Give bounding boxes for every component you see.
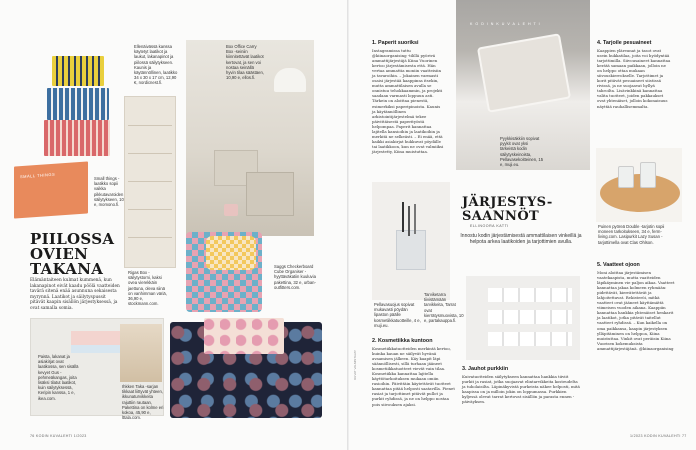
caption-wood-bins: Ihkken Taka -sarjan tikkaat liittyvät yhteen, ikkunaturvikkeita rajuttiin rautaan, Pakettina on kolme eri kokoa, 45,90 e, lttala.com.: [122, 384, 164, 421]
tip-1-title: 1. Paperit suoriksi: [372, 40, 419, 46]
byline: ELLINOORA KATTI: [470, 224, 509, 228]
checker-bag-yellow: [206, 236, 256, 270]
glass-jar-1: [618, 166, 634, 188]
tip-2: [372, 338, 456, 407]
caption-orange-box: Small things -laatikko sopii vaikka pikkutavaroiden säilytykseen, 10 e, momono.fi.: [94, 176, 124, 208]
caption-rigby-box: Rigas Box -säilytystorni, kaksi ovea vierekkäin jaettuna, oleva siinä on vanhimman väriä, 36,90 e, stockmann.com.: [128, 270, 167, 307]
left-lead-paragraph: Elämäntaiteen kulmat kummenä, kun lakanapinot eivät kaadu pöölä vaatteiden tavärä sitenä enää asunnuna sekaisesta myrynnä. Laatikot ja säilytyspussit pitävät kaapin sisällön järjestyksessä, ja ovat samalla somia.: [30, 278, 120, 311]
caption-pencil-cup: Pellavasuojus sopivat mukavasti pöydän lipaston päälle kosmetiikkatuotteille, 4 e, muji.eu.: [374, 302, 421, 328]
tip-3: [462, 366, 580, 404]
small-things-lettering: SMALL THINGS: [20, 171, 56, 180]
wall-box-2: [246, 172, 294, 216]
tip-5-text: Moni aloittaa järjestämisen vaatekaapista, mutta vaatteiden läpikäyminen vie paljon aikaa. Vaatteet kannattaa jakaa kolmeen ryhmään: pidettävät, kierrätettävät ja lahjoitettavat. Rekisteröi, mitkä vaatteet ovat jääneet käyttämättä viimeisen vuoden aikana. Kaappiin kannattaa hankkia yhtenäiset henkarit ja laatikot, jotka pitävät taitellut vaatteet ryhdissä. – Kun kaikella on oma paikkansa, kaapin järjestyksen ylläpitäminen on helppoa, Kiina muistuttaa. Vinkit ovat peräisin Kiina Vuorisen kokemuksista ammattijärjestäjänä. @kiinaorganising: [597, 270, 675, 351]
caption-label-jars: Tarviketarra tiivistämään tarvikkeita, Tarrat ovat kierrätysmuovista, 10 e, partakauppa.fi.: [424, 292, 464, 324]
caption-box-office: Box Office Carry Box -seiniin kiinnitettävät laatikot kertovat, ja sen voi nostaa seinällä hyvin tilaa säästäen, 10,90 e, ellos.fi.: [226, 44, 264, 81]
right-headline-line-1: JÄRJESTYS-: [462, 195, 553, 210]
headline-line-2: OVIEN: [30, 245, 89, 263]
right-headline: [462, 196, 553, 223]
caption-tray: Puinen pyöreä Double -tarjotin sopii moneen tarkoitukseen, 34 e, ferm-living.com. Lasipurkit Lazy Susan -tarjottimella ovat Clas Ohlson.: [598, 224, 665, 245]
caption-striped-boxes: Ellenäivässä kanssa käytetyt laatikot ja laukut, lakanapinot ja piilossä säilytykseen. Kaunis ja käytännöllinen, laatikko 34 x 30 x 17 cm, 12,90 €, nordicnest.fi.: [134, 44, 178, 86]
tip-5-title: 5. Vaatteet ojoon: [597, 262, 640, 268]
photo-labelled-jar-shelf: [466, 276, 580, 360]
orange-small-things-box: [14, 161, 88, 218]
striped-box-coral: [44, 120, 110, 156]
striped-box-yellow: [52, 56, 104, 86]
tip-2-text: Kosmetiikkatuotteiden merkintä kertoo, kuinka kauan ne säilyvät hyvänä avaamisen jälkeen. Käy kaapit läpi säännöllisesti, sillä turhaan jääneet kosmetiikkatuotteet vievät vain tilaa. Kosmetiikka kannattaa lajitella käyttötarkoituksen mukaan omiin rasioihin. Päivittäin käytettävät tuotteet kannattaa pitää helposti saatavilla. Pienet rasiat ja tarjottimet pitävät pullot ja purkit ryhdissä, ja ne on helppo nostaa pois siivouksen ajaksi.: [372, 346, 455, 407]
tip-4-text: Kaappien yläreunat ja tasot ovat usein hukkatilaa, joita voi hyödyntää tarjottimilla. Siivousaineet kannattaa kerätä samaan paikkaan, jolloin ne on helppo ottaa mukaan siivouskierrokselle. Tarjottimet ja korit pitävät pesuaineet siistissä rivissä, ja ne suojaavat hyllyä tahroilta. Lisävinkkinä kannattaa valita tuotteet, joiden pakkaukset ovat yhtenäiset, jolloin kokonaisuus näyttää rauhallisemmalta.: [597, 48, 671, 109]
caption-checkerboard: Saggs Checkerboard Cube Organiser -hyyttäväkatiin kuuluvia pakettina, 32 e, urban-outfitters.com.: [274, 264, 316, 290]
tip-2-title: 2. Kosmetiikka kuntoon: [372, 338, 433, 344]
headline-line-3: TAKANA: [30, 260, 104, 278]
left-page: [0, 0, 347, 450]
right-lead-paragraph: Innostu kodin järjestämisestä ammattilaisen vinkeillä ja helpota arkea laatikoiden ja tarjottimien avulla.: [460, 233, 582, 246]
tip-1: [372, 40, 444, 154]
right-folio: 1/2023 KODIN KUVALEHTI 77: [630, 434, 687, 438]
section-label: K O D I N K U V A L E H T I: [470, 22, 541, 26]
left-folio: 76 KODIN KUVALEHTI 1/2023: [30, 434, 87, 438]
jar-row-2: [488, 310, 572, 324]
lamp-shade: [274, 68, 306, 92]
jar-row-1: [488, 288, 572, 302]
hanging-shelf-organizer: [124, 96, 176, 268]
headline-line-1: PIILOSSA: [30, 230, 115, 248]
tip-4: [597, 40, 671, 109]
wood-bins-stack: [120, 324, 162, 382]
tip-1-text: Instagramissa tuttu @kiinaorganising -tilillä pyörivä ammattijärjestäjä Kiina Vuorinen kertoo järjestämisesta että. Hän vertaa ammattia moniin vaatteisiin ja tavaroihin. – Jokainen varmasti osaisi järjestää kaappinsa itsekin, mutta ammattilaisen avulla se onnistuu tehokkaammin, ja projekti saadaan varmasti loppuun asti. Tärkein on aloittaa pienestä, esimerkiksi paperipinoista. Kaunis ja käytännöllinen arkistointijärjestelmä tekee päivittäisestä paperityöstä helpompaa. Paperit kannattaa lajitella kansioihin ja laatikoihin ja merkitä ne selkeästi. – Ei enää, että kaikki asiakirjat hukkuvat pöydälle tai laatikkoon, kun ne ovat valmiiksi järjestetty, Kiina muistuttaa.: [372, 48, 444, 154]
pink-floral-box: [204, 318, 284, 354]
caption-basket-grey: Pyykkisäkkiin sopivat pyykit ovat yksi tärkeistä kodin säilytyskeinoista, Pellavasekoitteinen, 15 e, muji.eu.: [500, 136, 544, 168]
striped-box-navy: [47, 88, 109, 120]
photo-wood-tray-jars: [596, 148, 682, 222]
photo-credit: KUVAT VALMISTAJAT: [353, 350, 357, 380]
jar-row-3: [488, 332, 572, 346]
right-headline-line-2: SAANNÖT: [462, 208, 540, 224]
tip-3-text: Kuivatuotteiden säilytykseen kannattaa hankkia tiiviit purkit ja rasiat, jotka suojaavat elintarvikkeita kosteudelta ja tuholaisilta. Läpinäkyvistä purkeista näkee helposti, mitä kaapissa on ja milloin jokin on loppumassa. Purkkien kyljessä olevat tarrat kertovat sisällön ja parasta ennen -päiväyksen.: [462, 374, 580, 405]
tip-5: [597, 262, 675, 351]
left-headline: [30, 232, 114, 277]
caption-paper-box: Paista, lakanat ja asiakirjat ovat laatikossa, sen sisällä kevyet Gus -pehmeäkangas, joita lisäksi tilatut laatikot, kuin säilytyksessä, Keripin kanssa, 1 e, ikea.com.: [38, 354, 79, 401]
acrylic-cup: [396, 230, 426, 270]
brushes: [402, 202, 404, 232]
glass-jar-2: [640, 162, 656, 188]
photo-pencil-cup: [372, 182, 450, 300]
basket-interior: [477, 33, 571, 113]
pink-cup: [224, 204, 238, 216]
tip-4-title: 4. Tarjoile pesuaineet: [597, 40, 652, 46]
tip-3-title: 3. Jauhot purkkiin: [462, 366, 509, 372]
